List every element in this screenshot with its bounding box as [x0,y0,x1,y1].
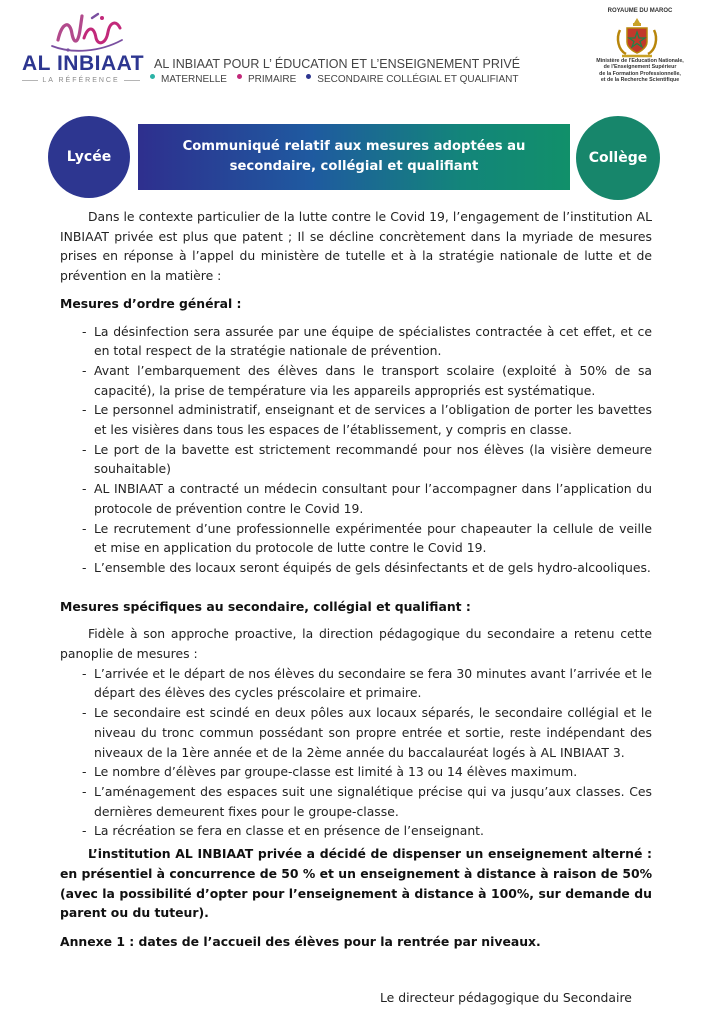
school-levels [150,74,528,85]
level-item [237,74,296,85]
al-inbiaat-logo-calligraphy [48,10,128,56]
list-item: - Avant l’embarquement des élèves dans le transport scolaire (exploité à 50% de sa capacité), la prise de température via les appareils appropriés est systématique. [60,361,652,400]
level-label: MATERNELLE [161,74,227,85]
list-item: - L’arrivée et le départ de nos élèves du secondaire se fera 30 minutes avant l’arrivée et le départ des élèves des cycles préscolaire et primaire. [60,664,652,703]
divider [22,80,38,81]
list-item: - La désinfection sera assurée par une équipe de spécialistes contractée à cet effet, et ce en total respect de la stratégie nationale de prévention. [60,322,652,361]
institution-tagline: AL INBIAAT POUR L’ ÉDUCATION ET L’ENSEIGNEMENT PRIVÉ [154,57,521,71]
level-label: SECONDAIRE COLLÉGIAL ET QUALIFIANT [317,74,519,85]
level-dot-icon [237,74,242,79]
level-dot-icon [306,74,311,79]
list-item: - Le port de la bavette est strictement recommandé pour nos élèves (la visière demeure souhaitable) [60,440,652,479]
level-label: PRIMAIRE [247,74,297,85]
specific-measures-list [60,664,652,841]
section2-intro-paragraph: Fidèle à son approche proactive, la direction pédagogique du secondaire a retenu cette panoplie de mesures : [60,626,652,662]
brand-subtitle-text: LA RÉFÉRENCE [42,77,120,84]
annex-line: Annexe 1 : dates de l’accueil des élèves pour la rentrée par niveaux. [60,933,541,949]
title-line-2: secondaire, collégial et qualifiant [229,159,479,174]
general-measures-list [60,322,652,578]
college-badge: Collège [576,116,660,200]
ministry-line: Ministère de l'Education Nationale, [596,58,684,64]
list-item: - L’ensemble des locaux seront équipés de gels désinfectants et de gels hydro-alcooliques. [60,558,652,578]
moroccan-coat-of-arms-icon [612,16,662,60]
divider [124,80,140,81]
level-item [306,74,518,85]
brand-subtitle [22,77,140,84]
title-line-1: Communiqué relatif aux mesures adoptées au [182,139,526,154]
level-item [150,74,227,85]
ministry-line: de la Formation Professionnelle, [599,70,681,77]
level-dot-icon [150,74,155,79]
list-item: - Le nombre d’élèves par groupe-classe est limité à 13 ou 14 élèves maximum. [60,762,652,782]
section-heading-general: Mesures d’ordre général : [60,295,242,311]
lycee-badge: Lycée [48,116,130,198]
list-item: - Le secondaire est scindé en deux pôles aux locaux séparés, le secondaire collégial et le niveau du tronc commun possédant son propre entrée et sortie, reste indépendant des niveaux de la 1ère année et de la 2ème année du baccalauréat logés à AL INBIAAT 3. [60,703,652,762]
ministry-line: et de la Recherche Scientifique [600,76,680,83]
kingdom-label: ROYAUME DU MAROC [607,8,673,14]
list-item: - La récréation se fera en classe et en présence de l’enseignant. [60,821,652,841]
ministry-line: de l'Enseignement Supérieur [603,64,677,71]
list-item: - L’aménagement des espaces suit une signalétique précise qui va jusqu’aux classes. Ces dernières demeurent fixes pour le groupe-classe. [60,782,652,821]
list-item: - Le recrutement d’une professionnelle expérimentée pour chapeauter la cellule de veille et mise en application du protocole de lutte contre le Covid 19. [60,519,652,558]
intro-paragraph: Dans le contexte particulier de la lutte contre le Covid 19, l’engagement de l’institution AL INBIAAT privée est plus que patent ; Il se décline concrètement dans la myriade de mesures prises en réponse à l’appel du ministère de tutelle et à la stratégie nationale de lutte et de prévention en la matière : [60,209,652,284]
list-item: - AL INBIAAT a contracté un médecin consultant pour l’accompagner dans l’application du protocole de prévention contre le Covid 19. [60,479,652,518]
ministry-label [584,58,696,83]
decision-paragraph: L’institution AL INBIAAT privée a décidé de dispenser un enseignement alterné : en présentiel à concurrence de 50 % et un enseignement à distance à raison de 50% (avec la possibilité d’opter pour l’enseignement à distance à 100%, sur demande du parent ou du tuteur). [60,846,652,921]
section-heading-specific: Mesures spécifiques au secondaire, collégial et qualifiant : [60,598,471,614]
signature-line: Le directeur pédagogique du Secondaire [380,990,632,1005]
list-item: - Le personnel administratif, enseignant et de services a l’obligation de porter les bavettes et les visières dans tous les espaces de l’établissement, y compris en classe. [60,400,652,439]
brand-name: AL INBIAAT [22,52,145,75]
communique-title [138,124,570,190]
communique-body [60,207,652,952]
